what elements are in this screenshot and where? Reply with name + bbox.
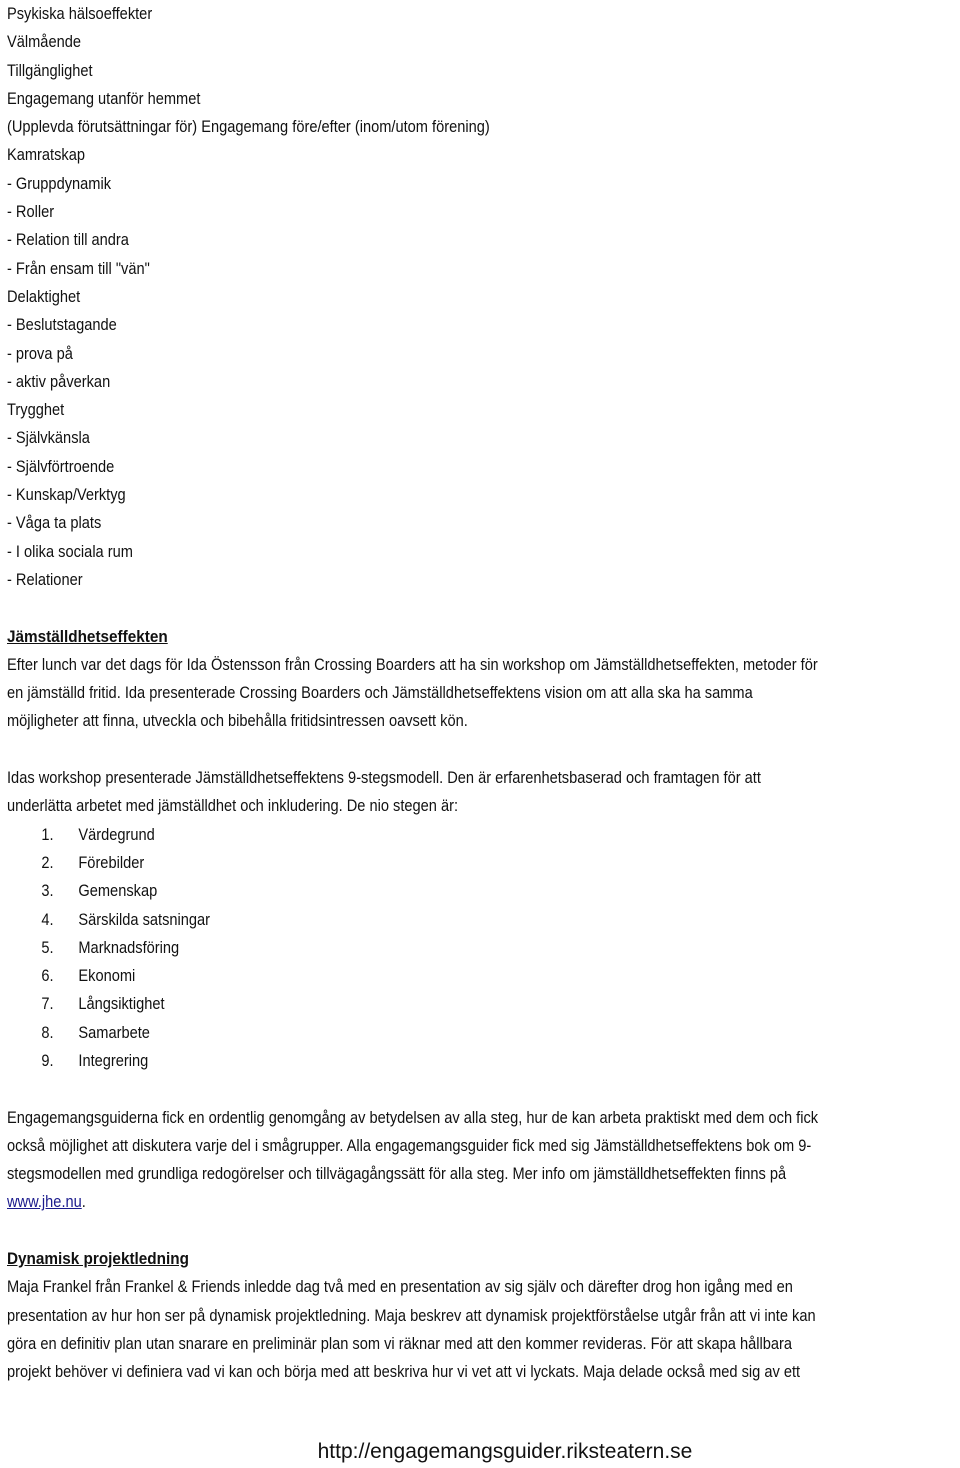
spacer [7, 594, 957, 622]
spacer [7, 1075, 957, 1103]
jhe-link[interactable]: www.jhe.nu [7, 1192, 82, 1212]
list-item: - Roller [7, 202, 55, 222]
list-item: - Våga ta plats [7, 513, 102, 533]
list-item: - I olika sociala rum [7, 541, 133, 561]
step-number: 6. [41, 966, 54, 986]
paragraph-line: Maja Frankel från Frankel & Friends inledde dag två med en presentation av sig själv och därefter drog hon igång med en [7, 1277, 793, 1297]
list-item: - Från ensam till "vän" [7, 258, 150, 278]
step-item [7, 906, 824, 934]
step-item [7, 849, 824, 877]
list-item: - Relationer [7, 569, 83, 589]
paragraph-line: göra en definitiv plan utan snarare en preliminär plan som vi räknar med att den kommer revideras. För att skapa hållbara [7, 1333, 793, 1353]
section-heading: Jämställdhetseffekten [7, 626, 168, 646]
paragraph-line [7, 1188, 824, 1216]
list-item: - Relation till andra [7, 230, 129, 250]
paragraph-line: också möjlighet att diskutera varje del i smågrupper. Alla engagemangsguider fick med sig Jämställdhetseffektens bok om 9- [7, 1135, 812, 1155]
step-label: Integrering [78, 1050, 149, 1070]
paragraph-line: Efter lunch var det dags för Ida Östensson från Crossing Boarders att ha sin workshop om Jämställdhetseffekten, metoder för [7, 654, 818, 674]
list-item: - Gruppdynamik [7, 173, 112, 193]
step-item [7, 990, 824, 1018]
list-item: Tillgänglighet [7, 60, 93, 80]
step-number: 5. [41, 937, 54, 957]
list-item: Trygghet [7, 400, 65, 420]
paragraph-line: möjligheter att finna, utveckla och bibehålla fritidsintressen oavsett kön. [7, 711, 468, 731]
step-item [7, 877, 824, 905]
step-label: Värdegrund [78, 824, 155, 844]
list-item: - Självförtroende [7, 456, 115, 476]
step-number: 3. [41, 881, 54, 901]
step-label: Ekonomi [78, 966, 136, 986]
paragraph-line: stegsmodellen med grundliga redogörelser och tillvägagångssätt för alla steg. Mer info om jämställdhetseffekten finns på [7, 1164, 787, 1184]
step-number: 2. [41, 852, 54, 872]
document-page [7, 0, 957, 1387]
step-number: 1. [41, 824, 54, 844]
list-item: Engagemang utanför hemmet [7, 88, 201, 108]
section-heading: Dynamisk projektledning [7, 1249, 189, 1269]
step-number: 4. [41, 909, 54, 929]
list-item: Kamratskap [7, 145, 86, 165]
intro-list [7, 0, 957, 594]
step-label: Samarbete [78, 1022, 150, 1042]
paragraph-line: projekt behöver vi definiera vad vi kan och börja med att beskriva hur vi vet att vi lyckats. Maja delade också med sig av ett [7, 1362, 801, 1382]
paragraph-line: underlätta arbetet med jämställdhet och inkludering. De nio stegen är: [7, 796, 459, 816]
step-number: 8. [41, 1022, 54, 1042]
step-item [7, 962, 824, 990]
steps-list [7, 821, 957, 1076]
step-label: Särskilda satsningar [78, 909, 211, 929]
list-item: - Beslutstagande [7, 315, 117, 335]
list-item: Välmående [7, 32, 81, 52]
step-item [7, 1019, 824, 1047]
list-item: Delaktighet [7, 286, 81, 306]
paragraph-line: Engagemangsguiderna fick en ordentlig genomgång av betydelsen av alla steg, hur de kan arbeta praktiskt med dem och fick [7, 1107, 819, 1127]
list-item: (Upplevda förutsättningar för) Engagemang före/efter (inom/utom förening) [7, 117, 490, 137]
step-label: Långsiktighet [78, 994, 165, 1014]
list-item: Psykiska hälsoeffekter [7, 4, 153, 23]
step-item [7, 934, 824, 962]
step-item [7, 1047, 824, 1075]
paragraph-line: presentation av hur hon ser på dynamisk projektledning. Maja beskrev att dynamisk projektförståelse utgår från att vi inte kan [7, 1305, 816, 1325]
footer-url: http://engagemangsguider.riksteatern.se [317, 1440, 693, 1463]
step-item [7, 821, 824, 849]
step-label: Gemenskap [78, 881, 158, 901]
step-label: Marknadsföring [78, 937, 180, 957]
list-item: - Självkänsla [7, 428, 90, 448]
section-jamstalldhetseffekten [7, 623, 957, 1217]
step-label: Förebilder [78, 852, 145, 872]
list-item: - prova på [7, 343, 73, 363]
step-number: 9. [41, 1050, 54, 1070]
list-item: - Kunskap/Verktyg [7, 485, 126, 505]
paragraph-line: en jämställd fritid. Ida presenterade Crossing Boarders och Jämställdhetseffektens vision om att alla ska ha samma [7, 683, 753, 703]
section-dynamisk-projektledning [7, 1245, 957, 1386]
paragraph-line: Idas workshop presenterade Jämställdhetseffektens 9-stegsmodell. Den är erfarenhetsbaserad och framtagen för att [7, 768, 761, 788]
spacer [7, 736, 957, 764]
list-item: - aktiv påverkan [7, 371, 111, 391]
step-number: 7. [41, 994, 54, 1014]
link-suffix: . [81, 1192, 86, 1212]
spacer [7, 1217, 957, 1245]
